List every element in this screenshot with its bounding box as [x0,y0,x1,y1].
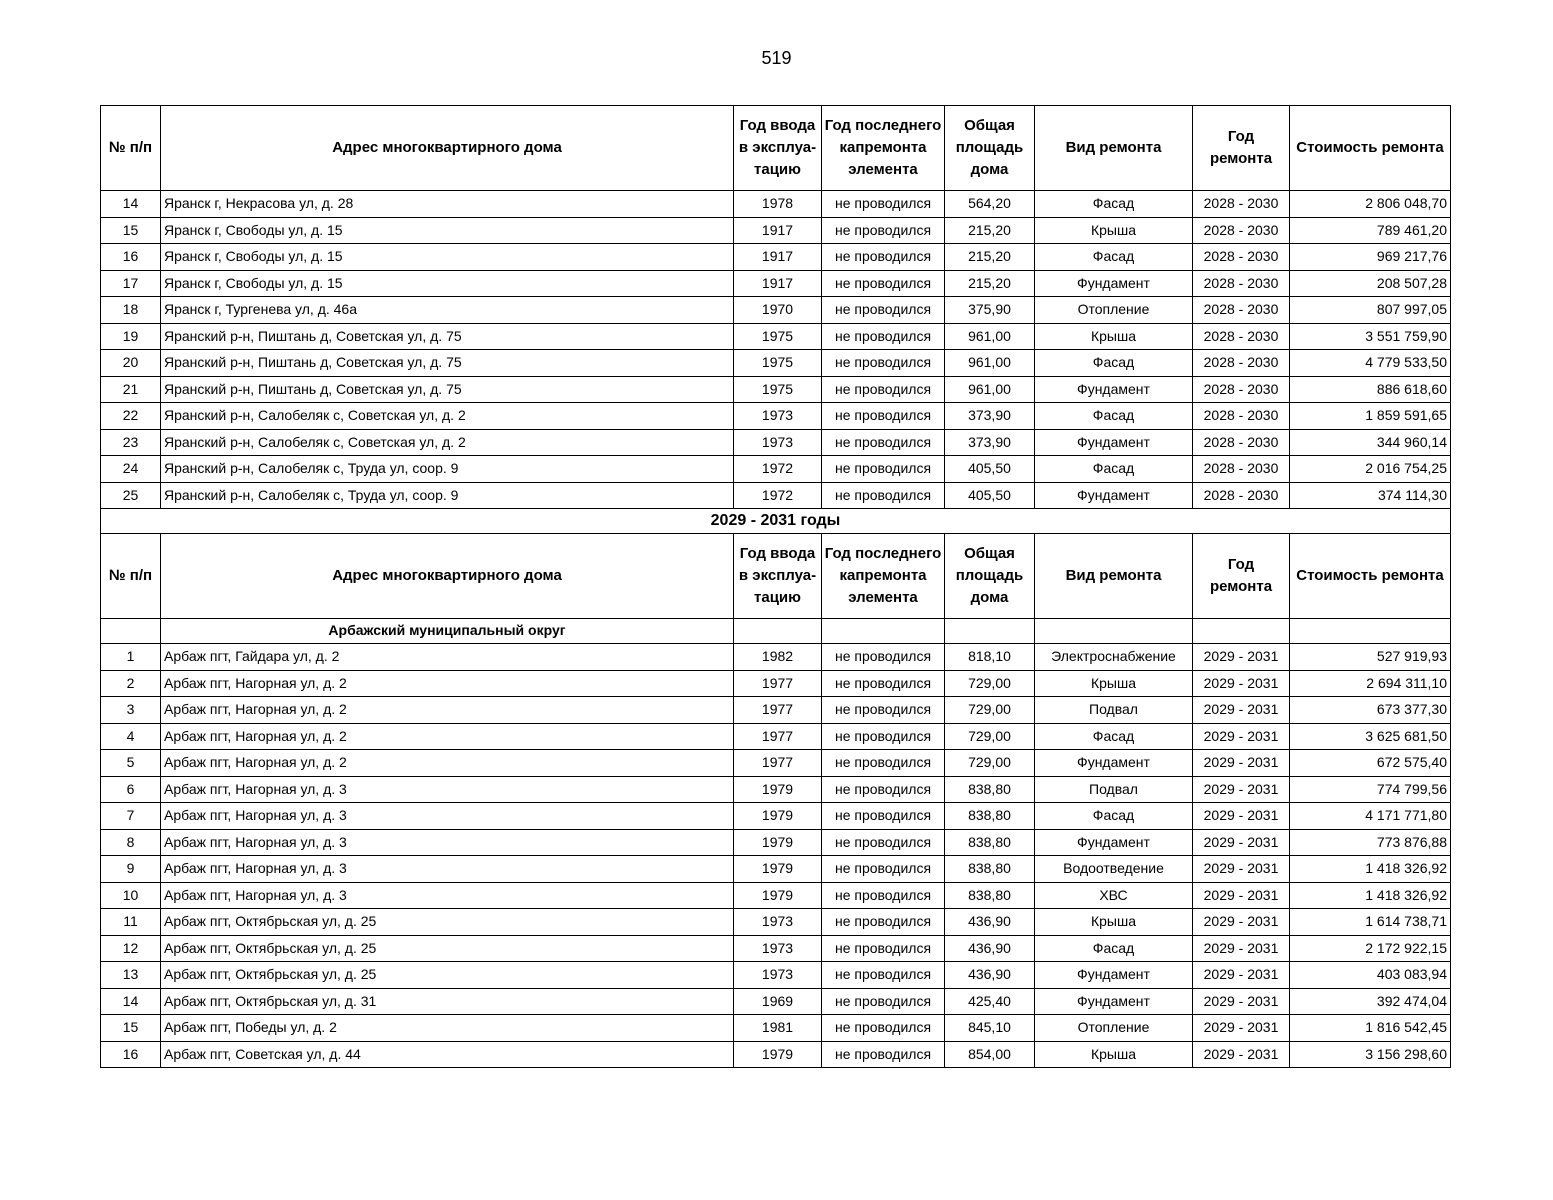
cell-repair-year: 2029 - 2031 [1193,750,1290,777]
cell-num: 9 [101,856,161,883]
cell-num: 16 [101,1041,161,1068]
cell-area: 729,00 [945,670,1035,697]
cell-address: Арбаж пгт, Нагорная ул, д. 2 [161,750,734,777]
cell-year-built: 1977 [734,750,822,777]
cell-year-built: 1975 [734,350,822,377]
cell-repair-year: 2028 - 2030 [1193,297,1290,324]
cell-year-built: 1973 [734,909,822,936]
cell-cost: 1 614 738,71 [1290,909,1451,936]
table-row [101,909,1451,936]
cell-address: Яранский р-н, Пиштань д, Советская ул, д. 75 [161,350,734,377]
cell-repair-type: Фасад [1035,803,1193,830]
cell-address: Арбаж пгт, Гайдара ул, д. 2 [161,644,734,671]
table-row [101,644,1451,671]
cell-cost: 773 876,88 [1290,829,1451,856]
cell-year-built: 1975 [734,376,822,403]
cell-year-built: 1973 [734,403,822,430]
cell-address: Арбаж пгт, Нагорная ул, д. 2 [161,670,734,697]
cell-area: 215,20 [945,217,1035,244]
cell-repair-type: Фундамент [1035,429,1193,456]
cell-area: 729,00 [945,697,1035,724]
cell-last-repair: не проводился [822,1041,945,1068]
cell-cost: 1 418 326,92 [1290,856,1451,883]
cell-address: Арбаж пгт, Октябрьская ул, д. 25 [161,909,734,936]
header-row [101,534,1451,619]
cell-num: 18 [101,297,161,324]
header-cost: Стоимость ремонта [1290,534,1451,619]
table-row [101,217,1451,244]
cell-last-repair: не проводился [822,376,945,403]
table-row [101,297,1451,324]
cell-num: 10 [101,882,161,909]
table-row [101,856,1451,883]
header-repair-year: Год ремонта [1193,106,1290,191]
cell-num: 20 [101,350,161,377]
cell-address: Арбаж пгт, Октябрьская ул, д. 25 [161,962,734,989]
cell-repair-year: 2029 - 2031 [1193,882,1290,909]
cell-cost: 2 172 922,15 [1290,935,1451,962]
cell-area: 961,00 [945,350,1035,377]
cell-repair-type: Крыша [1035,217,1193,244]
header-last-repair: Год последнего капремонта элемента [822,106,945,191]
table-row [101,350,1451,377]
cell-last-repair: не проводился [822,909,945,936]
cell-area: 961,00 [945,323,1035,350]
cell-address: Яранский р-н, Пиштань д, Советская ул, д. 75 [161,376,734,403]
cell-repair-year: 2029 - 2031 [1193,962,1290,989]
table-row [101,776,1451,803]
cell-area: 373,90 [945,403,1035,430]
cell-repair-type: Фундамент [1035,482,1193,509]
cell-address: Арбаж пгт, Нагорная ул, д. 2 [161,723,734,750]
table-row [101,429,1451,456]
cell-last-repair: не проводился [822,323,945,350]
cell-year-built: 1982 [734,644,822,671]
cell-cost: 2 806 048,70 [1290,191,1451,218]
table-row [101,829,1451,856]
header-last-repair: Год последнего капремонта элемента [822,534,945,619]
cell-cost: 1 816 542,45 [1290,1015,1451,1042]
cell-year-built: 1970 [734,297,822,324]
cell-repair-year: 2028 - 2030 [1193,270,1290,297]
page-number: 519 [761,48,792,68]
table-row [101,882,1451,909]
cell-last-repair: не проводился [822,882,945,909]
cell-address: Арбаж пгт, Победы ул, д. 2 [161,1015,734,1042]
district-row [101,619,1451,644]
cell-address: Арбаж пгт, Нагорная ул, д. 3 [161,856,734,883]
cell-repair-type: Фасад [1035,350,1193,377]
cell-last-repair: не проводился [822,776,945,803]
table-row [101,723,1451,750]
repair-schedule-table [100,105,1451,1068]
cell-address: Арбаж пгт, Октябрьская ул, д. 25 [161,935,734,962]
cell-num: 15 [101,1015,161,1042]
cell-repair-type: Отопление [1035,297,1193,324]
cell-cost: 673 377,30 [1290,697,1451,724]
empty-cell [945,619,1035,644]
cell-cost: 969 217,76 [1290,244,1451,271]
cell-repair-type: ХВС [1035,882,1193,909]
cell-num: 12 [101,935,161,962]
cell-repair-type: Фасад [1035,244,1193,271]
cell-year-built: 1975 [734,323,822,350]
cell-address: Арбаж пгт, Нагорная ул, д. 3 [161,882,734,909]
cell-cost: 344 960,14 [1290,429,1451,456]
cell-area: 215,20 [945,270,1035,297]
cell-area: 838,80 [945,803,1035,830]
cell-repair-year: 2028 - 2030 [1193,244,1290,271]
header-year-built: Год ввода в эксплуа-тацию [734,534,822,619]
cell-num: 13 [101,962,161,989]
cell-repair-type: Фасад [1035,723,1193,750]
cell-repair-type: Крыша [1035,909,1193,936]
cell-year-built: 1979 [734,829,822,856]
cell-num: 3 [101,697,161,724]
cell-cost: 527 919,93 [1290,644,1451,671]
cell-last-repair: не проводился [822,244,945,271]
cell-repair-type: Крыша [1035,670,1193,697]
cell-address: Арбаж пгт, Нагорная ул, д. 3 [161,829,734,856]
cell-last-repair: не проводился [822,456,945,483]
cell-repair-year: 2028 - 2030 [1193,429,1290,456]
table-row [101,803,1451,830]
cell-cost: 208 507,28 [1290,270,1451,297]
cell-area: 838,80 [945,856,1035,883]
table-row [101,1041,1451,1068]
cell-cost: 374 114,30 [1290,482,1451,509]
table-body [101,106,1451,1068]
cell-year-built: 1972 [734,482,822,509]
cell-repair-year: 2029 - 2031 [1193,988,1290,1015]
cell-cost: 3 625 681,50 [1290,723,1451,750]
cell-address: Яранск г, Свободы ул, д. 15 [161,244,734,271]
cell-address: Яранский р-н, Салобеляк с, Советская ул, д. 2 [161,429,734,456]
cell-cost: 4 171 771,80 [1290,803,1451,830]
cell-area: 436,90 [945,935,1035,962]
cell-last-repair: не проводился [822,723,945,750]
cell-area: 838,80 [945,776,1035,803]
header-row [101,106,1451,191]
cell-repair-type: Крыша [1035,323,1193,350]
empty-cell [734,619,822,644]
cell-repair-year: 2028 - 2030 [1193,376,1290,403]
header-repair-type: Вид ремонта [1035,534,1193,619]
cell-area: 215,20 [945,244,1035,271]
header-cost: Стоимость ремонта [1290,106,1451,191]
table-row [101,988,1451,1015]
header-num: № п/п [101,534,161,619]
table-row [101,323,1451,350]
header-repair-year: Год ремонта [1193,534,1290,619]
header-num: № п/п [101,106,161,191]
cell-repair-type: Подвал [1035,776,1193,803]
header-address: Адрес многоквартирного дома [161,534,734,619]
cell-repair-type: Фундамент [1035,376,1193,403]
cell-cost: 807 997,05 [1290,297,1451,324]
cell-address: Арбаж пгт, Нагорная ул, д. 3 [161,803,734,830]
cell-area: 818,10 [945,644,1035,671]
cell-last-repair: не проводился [822,429,945,456]
cell-last-repair: не проводился [822,297,945,324]
cell-area: 405,50 [945,456,1035,483]
cell-num: 16 [101,244,161,271]
cell-address: Яранск г, Свободы ул, д. 15 [161,217,734,244]
table-row [101,750,1451,777]
cell-year-built: 1981 [734,1015,822,1042]
cell-year-built: 1979 [734,776,822,803]
cell-cost: 403 083,94 [1290,962,1451,989]
cell-repair-year: 2029 - 2031 [1193,803,1290,830]
header-address: Адрес многоквартирного дома [161,106,734,191]
district-name: Арбажский муниципальный округ [161,619,734,644]
cell-last-repair: не проводился [822,988,945,1015]
cell-repair-year: 2028 - 2030 [1193,350,1290,377]
cell-repair-type: Отопление [1035,1015,1193,1042]
cell-repair-year: 2029 - 2031 [1193,670,1290,697]
cell-cost: 1 859 591,65 [1290,403,1451,430]
cell-repair-type: Фасад [1035,191,1193,218]
cell-repair-year: 2028 - 2030 [1193,482,1290,509]
cell-repair-year: 2029 - 2031 [1193,723,1290,750]
cell-cost: 789 461,20 [1290,217,1451,244]
cell-repair-year: 2028 - 2030 [1193,323,1290,350]
cell-num: 5 [101,750,161,777]
cell-last-repair: не проводился [822,403,945,430]
cell-repair-year: 2029 - 2031 [1193,1041,1290,1068]
cell-num: 17 [101,270,161,297]
header-area: Общая площадь дома [945,534,1035,619]
cell-cost: 4 779 533,50 [1290,350,1451,377]
cell-area: 425,40 [945,988,1035,1015]
cell-num: 8 [101,829,161,856]
cell-repair-year: 2028 - 2030 [1193,191,1290,218]
cell-last-repair: не проводился [822,350,945,377]
cell-num: 24 [101,456,161,483]
table-row [101,244,1451,271]
cell-cost: 2 016 754,25 [1290,456,1451,483]
cell-num: 22 [101,403,161,430]
table-row [101,670,1451,697]
cell-num: 15 [101,217,161,244]
cell-year-built: 1973 [734,962,822,989]
cell-num: 25 [101,482,161,509]
cell-last-repair: не проводился [822,935,945,962]
cell-area: 436,90 [945,962,1035,989]
table-row [101,697,1451,724]
cell-repair-type: Подвал [1035,697,1193,724]
empty-cell [101,619,161,644]
cell-repair-type: Водоотведение [1035,856,1193,883]
table-row [101,456,1451,483]
cell-last-repair: не проводился [822,697,945,724]
cell-year-built: 1979 [734,803,822,830]
cell-num: 23 [101,429,161,456]
cell-repair-year: 2029 - 2031 [1193,1015,1290,1042]
cell-address: Яранский р-н, Салобеляк с, Труда ул, соор. 9 [161,456,734,483]
table-row [101,1015,1451,1042]
cell-last-repair: не проводился [822,1015,945,1042]
cell-repair-type: Крыша [1035,1041,1193,1068]
cell-area: 405,50 [945,482,1035,509]
cell-last-repair: не проводился [822,217,945,244]
cell-num: 7 [101,803,161,830]
cell-last-repair: не проводился [822,482,945,509]
table-row [101,191,1451,218]
cell-area: 729,00 [945,723,1035,750]
cell-num: 4 [101,723,161,750]
cell-repair-year: 2029 - 2031 [1193,829,1290,856]
cell-area: 961,00 [945,376,1035,403]
cell-year-built: 1977 [734,723,822,750]
cell-address: Арбаж пгт, Нагорная ул, д. 2 [161,697,734,724]
cell-last-repair: не проводился [822,803,945,830]
cell-area: 564,20 [945,191,1035,218]
empty-cell [822,619,945,644]
cell-cost: 392 474,04 [1290,988,1451,1015]
cell-last-repair: не проводился [822,270,945,297]
cell-num: 21 [101,376,161,403]
table-row [101,270,1451,297]
cell-repair-type: Фасад [1035,403,1193,430]
cell-repair-type: Фасад [1035,935,1193,962]
empty-cell [1290,619,1451,644]
cell-repair-year: 2028 - 2030 [1193,217,1290,244]
cell-repair-year: 2029 - 2031 [1193,909,1290,936]
cell-last-repair: не проводился [822,750,945,777]
cell-repair-year: 2029 - 2031 [1193,776,1290,803]
empty-cell [1035,619,1193,644]
cell-year-built: 1973 [734,935,822,962]
cell-address: Арбаж пгт, Советская ул, д. 44 [161,1041,734,1068]
cell-area: 845,10 [945,1015,1035,1042]
cell-address: Яранский р-н, Салобеляк с, Труда ул, соор. 9 [161,482,734,509]
cell-repair-type: Фундамент [1035,829,1193,856]
cell-repair-year: 2029 - 2031 [1193,856,1290,883]
cell-address: Яранск г, Свободы ул, д. 15 [161,270,734,297]
cell-year-built: 1972 [734,456,822,483]
cell-area: 838,80 [945,829,1035,856]
cell-last-repair: не проводился [822,644,945,671]
cell-year-built: 1917 [734,270,822,297]
cell-repair-year: 2028 - 2030 [1193,403,1290,430]
cell-repair-type: Электроснабжение [1035,644,1193,671]
cell-area: 838,80 [945,882,1035,909]
table-row [101,935,1451,962]
cell-num: 14 [101,191,161,218]
cell-repair-type: Фундамент [1035,750,1193,777]
cell-last-repair: не проводился [822,670,945,697]
table-row [101,962,1451,989]
cell-cost: 3 551 759,90 [1290,323,1451,350]
cell-repair-year: 2029 - 2031 [1193,935,1290,962]
cell-repair-year: 2029 - 2031 [1193,644,1290,671]
cell-repair-year: 2029 - 2031 [1193,697,1290,724]
header-repair-type: Вид ремонта [1035,106,1193,191]
cell-year-built: 1917 [734,244,822,271]
cell-year-built: 1979 [734,1041,822,1068]
cell-cost: 2 694 311,10 [1290,670,1451,697]
cell-repair-year: 2028 - 2030 [1193,456,1290,483]
table-row [101,376,1451,403]
cell-repair-type: Фасад [1035,456,1193,483]
cell-year-built: 1969 [734,988,822,1015]
cell-num: 14 [101,988,161,1015]
cell-num: 11 [101,909,161,936]
cell-repair-type: Фундамент [1035,270,1193,297]
cell-area: 373,90 [945,429,1035,456]
cell-address: Яранск г, Некрасова ул, д. 28 [161,191,734,218]
cell-year-built: 1979 [734,882,822,909]
cell-address: Яранский р-н, Салобеляк с, Советская ул, д. 2 [161,403,734,430]
cell-year-built: 1973 [734,429,822,456]
cell-address: Арбаж пгт, Октябрьская ул, д. 31 [161,988,734,1015]
cell-year-built: 1978 [734,191,822,218]
cell-year-built: 1917 [734,217,822,244]
table-row [101,482,1451,509]
table-row [101,403,1451,430]
cell-cost: 672 575,40 [1290,750,1451,777]
cell-repair-type: Фундамент [1035,988,1193,1015]
cell-num: 6 [101,776,161,803]
section-title-row [101,509,1451,534]
cell-cost: 774 799,56 [1290,776,1451,803]
cell-num: 1 [101,644,161,671]
cell-num: 2 [101,670,161,697]
cell-address: Арбаж пгт, Нагорная ул, д. 3 [161,776,734,803]
cell-last-repair: не проводился [822,829,945,856]
cell-year-built: 1979 [734,856,822,883]
empty-cell [1193,619,1290,644]
cell-last-repair: не проводился [822,962,945,989]
cell-area: 375,90 [945,297,1035,324]
header-area: Общая площадь дома [945,106,1035,191]
cell-year-built: 1977 [734,670,822,697]
cell-last-repair: не проводился [822,856,945,883]
cell-cost: 886 618,60 [1290,376,1451,403]
cell-address: Яранск г, Тургенева ул, д. 46а [161,297,734,324]
cell-area: 436,90 [945,909,1035,936]
cell-address: Яранский р-н, Пиштань д, Советская ул, д. 75 [161,323,734,350]
cell-num: 19 [101,323,161,350]
cell-cost: 3 156 298,60 [1290,1041,1451,1068]
cell-cost: 1 418 326,92 [1290,882,1451,909]
cell-last-repair: не проводился [822,191,945,218]
cell-area: 854,00 [945,1041,1035,1068]
header-year-built: Год ввода в эксплуа-тацию [734,106,822,191]
cell-repair-type: Фундамент [1035,962,1193,989]
cell-year-built: 1977 [734,697,822,724]
section-title: 2029 - 2031 годы [101,509,1451,534]
cell-area: 729,00 [945,750,1035,777]
